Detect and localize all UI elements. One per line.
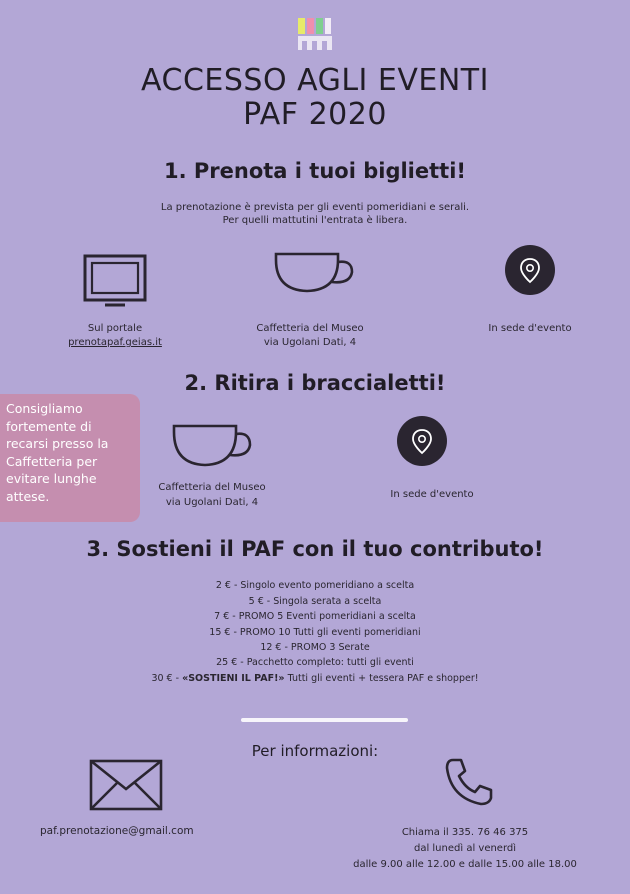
price-item: 12 € - PROMO 3 Serate (260, 642, 370, 653)
phone-hours-times: dalle 9.00 alle 12.00 e dalle 15.00 alle 18.00 (353, 859, 577, 870)
logo-bar (325, 18, 331, 34)
price-item: 25 € - Pacchetto completo: tutti gli eventi (216, 657, 414, 668)
note-line: Consigliamo (6, 401, 83, 416)
page-title-line1: ACCESSO AGLI EVENTI (141, 63, 489, 98)
envelope-icon (89, 759, 163, 811)
note-line: recarsi presso la (6, 436, 109, 451)
logo-base (298, 36, 332, 50)
price-item: 2 € - Singolo evento pomeridiano a scelta (215, 580, 415, 591)
option-label: Sul portale (87, 323, 143, 334)
price-prefix: 30 € - (151, 673, 183, 684)
location-pin-icon (397, 416, 447, 466)
phone-hours-days: dal lunedì al venerdì (413, 843, 517, 854)
price-item: 5 € - Singola serata a scelta (248, 596, 382, 607)
email-link[interactable]: paf.prenotazione@gmail.com (40, 825, 194, 837)
step3-heading: 3. Sostieni il PAF con il tuo contributo! (86, 537, 544, 561)
monitor-icon (83, 254, 147, 308)
price-item: 15 € - PROMO 10 Tutti gli eventi pomeridiani (209, 627, 421, 638)
option-label: Caffetteria del Museo (256, 323, 364, 334)
price-item: 7 € - PROMO 5 Eventi pomeridiani a scelta (214, 611, 416, 622)
step1-desc-line1: La prenotazione è prevista per gli eventi pomeridiani e serali. (160, 202, 470, 213)
option-label: In sede d'evento (390, 489, 474, 500)
option-address: via Ugolani Dati, 4 (263, 337, 357, 348)
step2-heading: 2. Ritira i braccialetti! (184, 371, 446, 395)
note-line: evitare lunghe (6, 471, 97, 486)
step1-heading: 1. Prenota i tuoi biglietti! (164, 159, 466, 183)
portal-link[interactable]: prenotapaf.geias.it (68, 337, 162, 348)
divider (241, 718, 408, 722)
phone-line: Chiama il 335. 76 46 375 (401, 827, 529, 838)
cup-icon (272, 246, 356, 296)
price-suffix: Tutti gli eventi + tessera PAF e shopper! (284, 673, 479, 684)
price-item-sostieni (0, 671, 630, 686)
cup-icon (170, 418, 254, 470)
logo-bar (316, 18, 323, 34)
option-label: In sede d'evento (488, 323, 572, 334)
logo-bar (307, 18, 314, 34)
note-line: attese. (6, 488, 50, 504)
phone-icon (443, 756, 495, 808)
page-title-line2: PAF 2020 (243, 97, 387, 132)
paf-logo (298, 18, 334, 52)
price-bold: «SOSTIENI IL PAF!» (182, 673, 285, 684)
info-heading: Per informazioni: (251, 742, 379, 760)
location-pin-icon (505, 245, 555, 295)
option-address: via Ugolani Dati, 4 (165, 497, 259, 508)
note-line: Caffetteria per (6, 453, 98, 469)
recommendation-note (0, 394, 140, 522)
note-line: fortemente di (6, 418, 92, 434)
option-label: Caffetteria del Museo (158, 482, 266, 493)
logo-bar (298, 18, 305, 34)
step1-desc-line2: Per quelli mattutini l'entrata è libera. (222, 215, 408, 226)
